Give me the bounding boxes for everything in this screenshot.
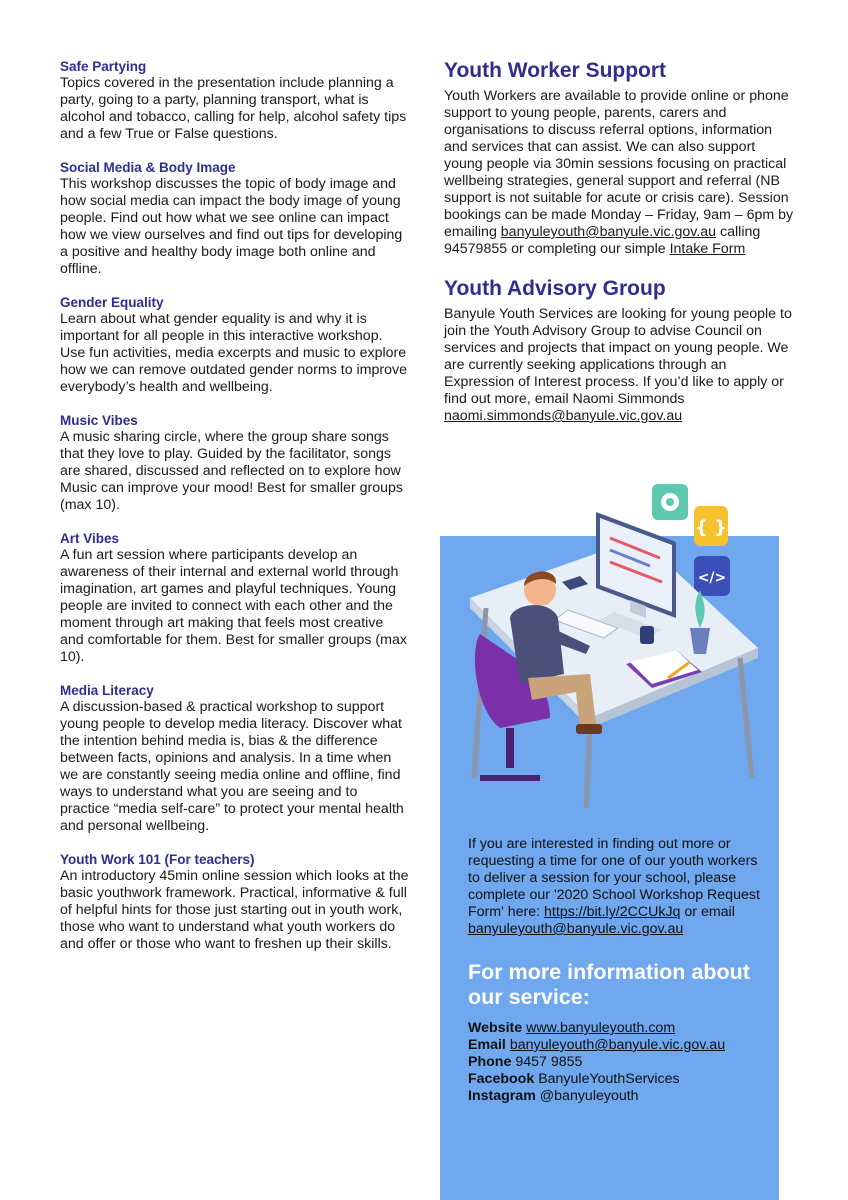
advisory-title: Youth Advisory Group xyxy=(444,277,666,300)
website-link[interactable]: www.banyuleyouth.com xyxy=(526,1020,676,1036)
section-title: Social Media & Body Image xyxy=(60,160,236,175)
facebook-value: BanyuleYouthServices xyxy=(538,1071,680,1087)
section-body: An introductory 45min online session which looks at the basic youthwork framework. Practical, informative & full of helpful hints for those just starting out in youth work, those who want to understand what youth workers do and offer or those who want to freshen up their skills. xyxy=(60,868,409,952)
email-label: Email xyxy=(468,1037,506,1053)
instagram-value: @banyuleyouth xyxy=(539,1088,639,1104)
phone-value: 9457 9855 xyxy=(515,1054,583,1070)
section-music-vibes xyxy=(60,412,410,514)
section-gender-equality xyxy=(60,294,410,396)
contact-email xyxy=(468,1037,768,1054)
intake-form-link[interactable]: Intake Form xyxy=(669,241,746,257)
website-label: Website xyxy=(468,1020,523,1036)
svg-text:{ }: { } xyxy=(695,517,727,538)
facebook-label: Facebook xyxy=(468,1071,535,1087)
section-title: Media Literacy xyxy=(60,683,154,698)
section-title: Gender Equality xyxy=(60,295,164,310)
info-block xyxy=(468,836,768,1105)
youth-worker-email-link[interactable]: banyuleyouth@banyule.vic.gov.au xyxy=(500,224,717,240)
section-title: Youth Work 101 (For teachers) xyxy=(60,852,255,867)
workshop-list xyxy=(60,58,410,969)
request-text: If you are interested in finding out more or requesting a time for one of our youth workers to deliver a session for your school, please complete our '2020 School Workshop Request Form' here: xyxy=(468,836,760,920)
advisory-email-link[interactable]: naomi.simmonds@banyule.vic.gov.au xyxy=(444,408,683,424)
section-media-literacy xyxy=(60,682,410,835)
youth-worker-body xyxy=(444,88,794,258)
section-title: Music Vibes xyxy=(60,413,138,428)
more-info-title: For more information about our service: xyxy=(468,960,750,1009)
section-body: A fun art session where participants develop an awareness of their internal and external world through imagination, art games and playful techniques. Young people are invited to connect with each other and the moment through art making that feels most creative and comfortable for them. Best for smaller groups (max 10). xyxy=(60,547,407,665)
youth-worker-calling: calling 94579855 or completing our simple xyxy=(444,224,761,257)
section-body: Topics covered in the presentation include planning a party, going to a party, planning transport, what is alcohol and tobacco, calling for help, alcohol safety tips and a few True or False questions. xyxy=(60,75,407,142)
section-body: A discussion-based & practical workshop to support young people to develop media literacy. Discover what the intention behind media is, bias & the difference between facts, opinions and analysis. In a time when we are constantly seeing media online and offline, find ways to understand what you are seeing and to practice “media self-care” to protect your mental health and personal wellbeing. xyxy=(60,699,404,834)
svg-text:</>: </> xyxy=(697,570,727,586)
request-email-link[interactable]: banyuleyouth@banyule.vic.gov.au xyxy=(468,921,684,937)
instagram-label: Instagram xyxy=(468,1088,536,1104)
youth-worker-text: Youth Workers are available to provide online or phone support to young people, parents, carers and organisations to discuss referral options, information and services that can assist. We can also support young people via 30min sessions focusing on practical wellbeing strategies, general support and referral (NB support is not suitable for acute or crisis care). Session bookings can be made Monday – Friday, 9am – 6pm by emailing xyxy=(444,88,794,240)
section-safe-partying xyxy=(60,58,410,143)
section-title: Safe Partying xyxy=(60,59,147,74)
youth-worker-title: Youth Worker Support xyxy=(444,59,667,82)
email-link[interactable]: banyuleyouth@banyule.vic.gov.au xyxy=(509,1037,726,1053)
request-form-link[interactable]: https://bit.ly/2CCUkJq xyxy=(544,904,681,920)
section-body: This workshop discusses the topic of body image and how social media can impact the body image of young people. Find out how what we see online can impact how we view ourselves and find out tips for developing a positive and healthy body image both online and offline. xyxy=(60,176,403,277)
person-at-computer-illustration xyxy=(440,478,779,818)
section-youth-work-101 xyxy=(60,851,410,953)
advisory-body xyxy=(444,306,794,425)
section-body: A music sharing circle, where the group share songs that they love to play. Guided by the facilitator, songs are shared, discussed and reflected on to explore how Music can improve your mood! Best for smaller groups (max 10). xyxy=(60,429,403,513)
section-art-vibes xyxy=(60,530,410,666)
contact-website xyxy=(468,1020,768,1037)
contact-instagram xyxy=(468,1088,768,1105)
gear-icon xyxy=(652,484,688,520)
contact-phone xyxy=(468,1054,768,1071)
code-icon xyxy=(694,556,730,596)
advisory-text: Banyule Youth Services are looking for young people to join the Youth Advisory Group to advise Council on services and projects that impact on young people. We are currently seeking applications through an Expression of Interest process. If you’d like to apply or find out more, email Naomi Simmonds xyxy=(444,306,792,407)
braces-icon xyxy=(694,506,728,546)
request-paragraph xyxy=(468,836,768,938)
section-social-media xyxy=(60,159,410,278)
request-or-email: or email xyxy=(680,904,735,920)
section-body: Learn about what gender equality is and why it is important for all people in this interactive workshop. Use fun activities, media excerpts and music to explore how we can remove outdated gender norms to improve everybody’s health and wellbeing. xyxy=(60,311,407,395)
right-column xyxy=(444,58,794,443)
section-title: Art Vibes xyxy=(60,531,120,546)
phone-label: Phone xyxy=(468,1054,512,1070)
contact-facebook xyxy=(468,1071,768,1088)
